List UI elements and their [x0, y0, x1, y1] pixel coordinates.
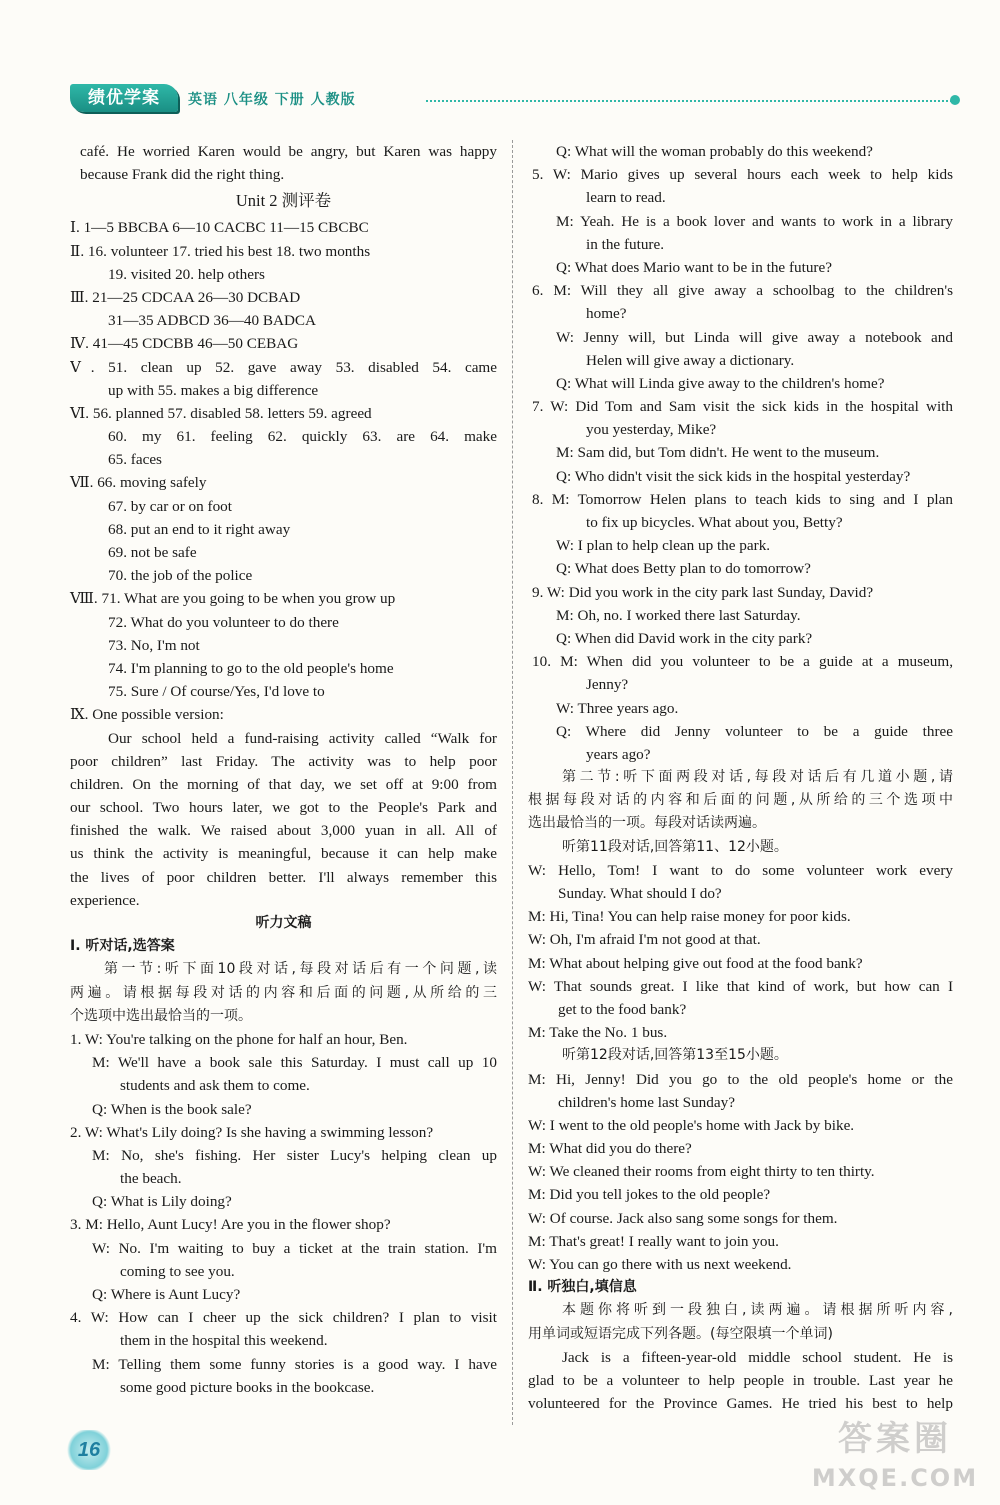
text-line: M: What about helping give out food at the food bank? [528, 954, 863, 972]
text-line: 9. W: Did you work in the city park last Sunday, David? [532, 583, 874, 601]
text-line: Ⅵ. 56. planned 57. disabled 58. letters 59. agreed [70, 404, 372, 422]
text-line: Ⅱ. 听独白,填信息 [528, 1279, 637, 1296]
text-line: years ago? [586, 745, 651, 763]
text-line: Ⅰ. 听对话,选答案 [70, 938, 175, 955]
text-line: M: Oh, no. I worked there last Saturday. [556, 606, 801, 624]
text-line: Helen will give away a dictionary. [586, 351, 795, 369]
brand-logo: 绩优学案 [70, 84, 178, 112]
text-line: M: Sam did, but Tom didn't. He went to the museum. [556, 444, 880, 462]
text-line: glad to be a volunteer to help people in trouble. Last year he [528, 1371, 953, 1389]
text-line: Ⅰ. 1—5 BBCBA 6—10 CACBC 11—15 CBCBC [70, 219, 369, 237]
text-line: 73. No, I'm not [108, 636, 200, 654]
text-line: M: Take the No. 1 bus. [528, 1024, 668, 1042]
text-line: 67. by car or on foot [108, 497, 232, 515]
text-line: 7. W: Did Tom and Sam visit the sick kids in the hospital with [532, 398, 953, 416]
text-line: our school. Two hours later, we got to the People's Park and [70, 799, 497, 817]
text-line: learn to read. [586, 189, 666, 207]
text-line: W: Of course. Jack also sang some songs for them. [528, 1209, 838, 1227]
text-line: 6. M: Will they all give away a schoolbag to the children's [532, 282, 953, 300]
text-line: 19. visited 20. help others [108, 265, 265, 283]
text-line: M: No, she's fishing. Her sister Lucy's helping clean up [92, 1146, 497, 1164]
text-line: W: Hello, Tom! I want to do some volunteer work every [528, 861, 953, 879]
left-column [70, 140, 497, 1399]
text-line: M: Did you tell jokes to the old people? [528, 1186, 771, 1204]
text-line: W: I went to the old people's home with Jack by bike. [528, 1116, 855, 1134]
text-line: M: Hi, Tina! You can help raise money for poor kids. [528, 908, 851, 926]
text-line: Our school held a fund-raising activity called “Walk for [108, 729, 497, 747]
text-line: 68. put an end to it right away [108, 520, 291, 538]
text-line: M: Telling them some funny stories is a good way. I have [92, 1355, 497, 1373]
text-line: W: Jenny will, but Linda will give away a notebook and [556, 328, 953, 346]
text-line: Ⅱ. 16. volunteer 17. tried his best 18. two months [70, 242, 371, 260]
watermark [800, 1415, 990, 1505]
text-line: M: What did you do there? [528, 1140, 692, 1158]
text-line: volunteered for the Province Games. He tried his best to help [528, 1395, 953, 1413]
text-line: 听第12段对话,回答第13至15小题。 [562, 1047, 788, 1064]
text-line: Ⅲ. 21—25 CDCAA 26—30 DCBAD [70, 288, 301, 306]
text-line: 用单词或短语完成下列各题。(每空限填一个单词) [528, 1325, 833, 1342]
book-subtitle: 英语 八年级 下册 人教版 [188, 92, 356, 108]
text-line: W: Oh, I'm afraid I'm not good at that. [528, 931, 761, 949]
text-line: 1. W: You're talking on the phone for half an hour, Ben. [70, 1030, 408, 1048]
text-line: 60. my 61. feeling 62. quickly 63. are 64. make [108, 428, 497, 446]
text-line: Q: Who didn't visit the sick kids in the hospital yesterday? [556, 467, 911, 485]
text-line: 8. M: Tomorrow Helen plans to teach kids to sing and I plan [532, 490, 953, 508]
text-line: some good picture books in the bookcase. [120, 1378, 375, 1396]
text-line: Q: When is the book sale? [92, 1100, 252, 1118]
text-line: poor children” last Friday. The activity was to help poor [70, 752, 497, 770]
text-line: them in the hospital this weekend. [120, 1332, 328, 1350]
text-line: 个选项中选出最恰当的一项。 [70, 1007, 252, 1024]
text-line: experience. [70, 891, 140, 909]
header-dotted-rule [426, 100, 952, 102]
text-line: up with 55. makes a big difference [108, 381, 319, 399]
text-line: 第一节:听下面10段对话,每段对话后有一个问题,读 [104, 961, 497, 978]
text-line: you yesterday, Mike? [586, 421, 717, 439]
text-line: 本题你将听到一段独白,读两遍。请根据所听内容, [562, 1302, 953, 1319]
header-dot [950, 95, 960, 105]
text-line: 31—35 ADBCD 36—40 BADCA [108, 312, 317, 330]
text-line: Ⅸ. One possible version: [70, 706, 224, 724]
text-line: 75. Sure / Of course/Yes, I'd love to [108, 683, 325, 701]
text-line: coming to see you. [120, 1262, 235, 1280]
text-line: M: Hi, Jenny! Did you go to the old people's home or the [528, 1070, 953, 1088]
text-line: children. On the morning of that day, we set off at 9:00 from [70, 775, 497, 793]
text-line: 5. W: Mario gives up several hours each week to help kids [532, 166, 953, 184]
text-line: 2. W: What's Lily doing? Is she having a swimming lesson? [70, 1123, 434, 1141]
text-line: 第二节:听下面两段对话,每段对话后有几道小题,请 [562, 769, 953, 786]
text-line: 72. What do you volunteer to do there [108, 613, 339, 631]
right-column [528, 140, 953, 1415]
text-line: 3. M: Hello, Aunt Lucy! Are you in the flower shop? [70, 1216, 391, 1234]
text-line: us think the activity is meaningful, because it can help make [70, 845, 497, 863]
text-line: 根据每段对话的内容和后面的问题,从所给的三个选项中 [528, 792, 953, 809]
text-line: Q: What will Linda give away to the children's home? [556, 374, 885, 392]
text-line: café. He worried Karen would be angry, but Karen was happy [80, 143, 497, 160]
text-line: 4. W: How can I cheer up the sick children? I plan to visit [70, 1309, 497, 1327]
text-line: Ⅶ. 66. moving safely [70, 474, 207, 492]
text-line: Q: Where is Aunt Lucy? [92, 1286, 241, 1303]
text-line: to fix up bicycles. What about you, Betty? [586, 514, 843, 531]
text-line: W: No. I'm waiting to buy a ticket at the train station. I'm [92, 1239, 497, 1257]
text-line: Q: Where did Jenny volunteer to be a guide three [556, 722, 953, 740]
text-line: M: We'll have a book sale this Saturday. I must call up 10 [92, 1054, 497, 1072]
text-line: in the future. [586, 235, 665, 253]
text-line: 两遍。请根据每段对话的内容和后面的问题,从所给的三 [70, 984, 497, 1001]
text-line: students and ask them to come. [120, 1077, 310, 1095]
text-line: 69. not be safe [108, 544, 197, 561]
text-line: Ⅳ. 41—45 CDCBB 46—50 CEBAG [70, 335, 299, 353]
text-line: Sunday. What should I do? [558, 885, 722, 902]
text-line: 听第11段对话,回答第11、12小题。 [562, 838, 788, 855]
text-line: the lives of poor children better. I'll always remember this [70, 868, 497, 886]
page-number: 16 [66, 1430, 112, 1470]
watermark-logo-text: 答案圈 [838, 1419, 952, 1459]
text-line: get to the food bank? [558, 1000, 687, 1018]
text-line: Jenny? [586, 676, 629, 694]
text-line: Jack is a fifteen-year-old middle school student. He is [562, 1348, 953, 1366]
text-line: 10. M: When did you volunteer to be a guide at a museum, [532, 653, 953, 671]
text-line: the beach. [120, 1170, 182, 1188]
text-line: Ⅴ. 51. clean up 52. gave away 53. disabled 54. came [70, 358, 497, 376]
text-line: 听力文稿 [255, 915, 312, 931]
text-line: Q: What will the woman probably do this weekend? [556, 143, 873, 160]
page-header [60, 84, 960, 114]
text-line: M: Yeah. He is a book lover and wants to work in a library [556, 212, 953, 230]
text-line: M: That's great! I really want to join you. [528, 1232, 779, 1250]
text-line: W: You can go there with us next weekend. [528, 1256, 792, 1273]
text-line: Unit 2 测评卷 [235, 191, 332, 211]
text-line: children's home last Sunday? [558, 1093, 735, 1111]
column-divider [512, 140, 513, 1425]
text-line: Ⅷ. 71. What are you going to be when you grow up [70, 590, 396, 608]
text-line: Q: What does Betty plan to do tomorrow? [556, 560, 811, 578]
text-line: W: I plan to help clean up the park. [556, 537, 771, 555]
text-line: 65. faces [108, 451, 162, 469]
text-line: 74. I'm planning to go to the old people's home [108, 659, 394, 677]
text-line: Q: What is Lily doing? [92, 1193, 232, 1211]
watermark-url: MXQE.COM [811, 1464, 979, 1492]
text-line: because Frank did the right thing. [80, 166, 285, 184]
text-line: Q: What does Mario want to be in the future? [556, 258, 832, 276]
text-line: Q: When did David work in the city park? [556, 629, 813, 647]
text-line: W: That sounds great. I like that kind of work, but how can I [528, 977, 953, 995]
text-line: W: We cleaned their rooms from eight thirty to ten thirty. [528, 1163, 875, 1181]
text-line: home? [586, 305, 627, 323]
text-line: 选出最恰当的一项。每段对话读两遍。 [528, 815, 766, 832]
text-line: 70. the job of the police [108, 567, 253, 585]
text-line: finished the walk. We raised about 3,000 yuan in all. All of [70, 822, 497, 840]
text-line: W: Three years ago. [556, 699, 679, 717]
